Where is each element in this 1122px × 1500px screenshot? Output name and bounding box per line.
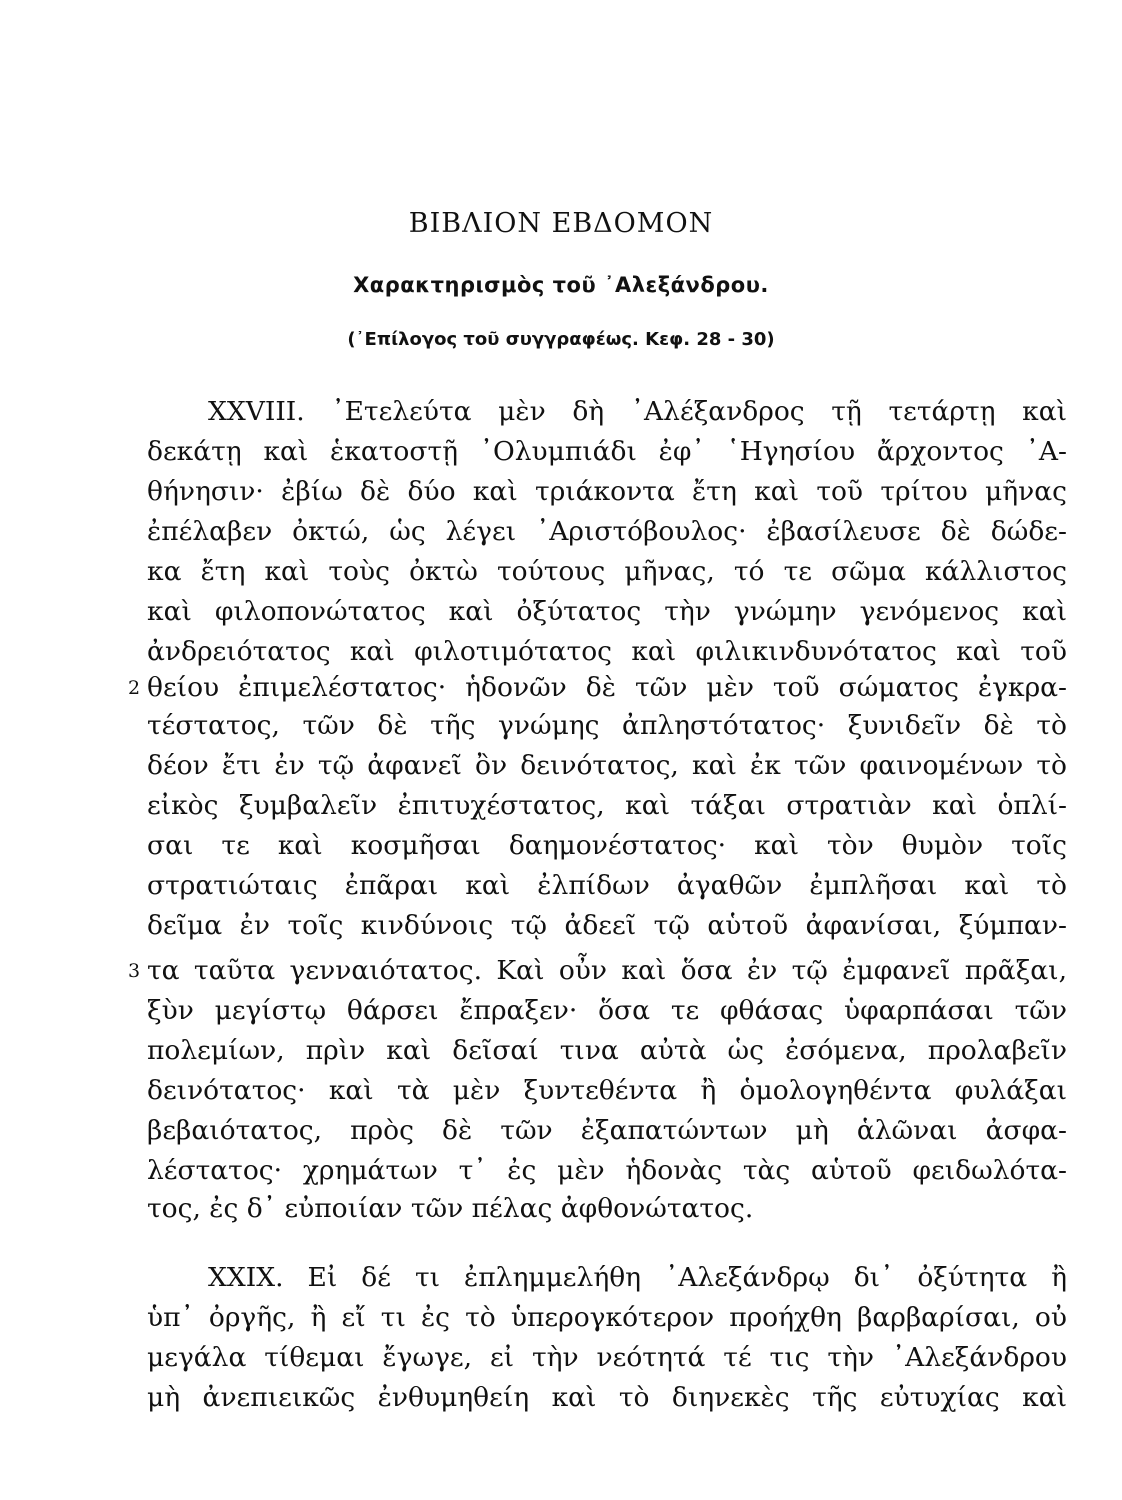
text-line: τος, ἐς δ᾿ εὐποιίαν τῶν πέλας ἀφθονώτατος. [147,1193,754,1224]
text-line: XXVIII. ᾿Ετελεύτα μὲν δὴ ᾿Αλέξανδρος τῇ τετάρτῃ καὶ [208,396,1067,427]
text-line: καὶ φιλοπονώτατος καὶ ὀξύτατος τὴν γνώμην γενόμενος καὶ [147,596,1067,627]
text-line: μὴ ἀνεπιεικῶς ἐνθυμηθείη καὶ τὸ διηνεκὲς τῆς εὐτυχίας καὶ [147,1382,1067,1413]
text-line: ὑπ᾿ ὀργῆς, ἢ εἴ τι ἐς τὸ ὑπερογκότερον προήχθη βαρβαρίσαι, οὐ [147,1302,1067,1333]
text-line: τα ταῦτα γενναιότατος. Καὶ οὖν καὶ ὅσα ἐν τῷ ἐμφανεῖ πρᾶξαι, [147,955,1067,986]
text-line: μεγάλα τίθεμαι ἔγωγε, εἰ τὴν νεότητά τέ τις τὴν ᾿Αλεξάνδρου [147,1342,1067,1373]
text-line: βεβαιότατος, πρὸς δὲ τῶν ἐξαπατώντων μὴ ἁλῶναι ἀσφα- [147,1115,1067,1146]
chapter-subtitle: (᾿Επίλογος τοῦ συγγραφέως. Κεφ. 28 - 30) [347,329,775,350]
text-line: κα ἔτη καὶ τοὺς ὀκτὼ τούτους μῆνας, τό τε σῶμα κάλλιστος [147,556,1067,587]
text-line: δεινότατος· καὶ τὰ μὲν ξυντεθέντα ἢ ὁμολογηθέντα φυλάξαι [147,1075,1067,1106]
text-line: δεῖμα ἐν τοῖς κινδύνοις τῷ ἀδεεῖ τῷ αὑτοῦ ἀφανίσαι, ξύμπαν- [147,910,1067,941]
section-number-3: 3 [128,960,141,982]
text-line: στρατιώταις ἐπᾶραι καὶ ἐλπίδων ἀγαθῶν ἐμπλῆσαι καὶ τὸ [147,870,1067,901]
text-line: XXIX. Εἰ δέ τι ἐπλημμελήθη ᾿Αλεξάνδρῳ δι᾿ ὀξύτητα ἢ [208,1262,1067,1293]
text-line: δέον ἔτι ἐν τῷ ἀφανεῖ ὂν δεινότατος, καὶ ἐκ τῶν φαινομένων τὸ [147,750,1067,781]
text-line: λέστατος· χρημάτων τ᾿ ἐς μὲν ἡδονὰς τὰς αὑτοῦ φειδωλότα- [147,1155,1067,1186]
text-line: δεκάτῃ καὶ ἑκατοστῇ ᾿Ολυμπιάδι ἐφ᾿ ῾Ηγησίου ἄρχοντος ᾿Α- [147,436,1067,467]
section-number-2: 2 [128,677,141,699]
text-line: θήνησιν· ἐβίω δὲ δύο καὶ τριάκοντα ἔτη καὶ τοῦ τρίτου μῆνας [147,476,1067,507]
text-line: ἀνδρειότατος καὶ φιλοτιμότατος καὶ φιλικινδυνότατος καὶ τοῦ [147,636,1067,667]
chapter-title: Χαρακτηρισμὸς τοῦ ᾿Αλεξάνδρου. [353,273,769,297]
text-line: θείου ἐπιμελέστατος· ἡδονῶν δὲ τῶν μὲν τοῦ σώματος ἐγκρα- [147,672,1067,703]
text-line: πολεμίων, πρὶν καὶ δεῖσαί τινα αὐτὰ ὡς ἐσόμενα, προλαβεῖν [147,1035,1067,1066]
text-line: εἰκὸς ξυμβαλεῖν ἐπιτυχέστατος, καὶ τάξαι στρατιὰν καὶ ὁπλί- [147,790,1067,821]
book-title: ΒΙΒΛΙΟΝ ΕΒΔΟΜΟΝ [408,208,714,239]
text-line: σαι τε καὶ κοσμῆσαι δαημονέστατος· καὶ τὸν θυμὸν τοῖς [147,830,1067,861]
text-line: ἐπέλαβεν ὀκτώ, ὡς λέγει ᾿Αριστόβουλος· ἐβασίλευσε δὲ δώδε- [147,516,1067,547]
text-line: τέστατος, τῶν δὲ τῆς γνώμης ἀπληστότατος· ξυνιδεῖν δὲ τὸ [147,710,1067,741]
text-line: ξὺν μεγίστῳ θάρσει ἔπραξεν· ὅσα τε φθάσας ὑφαρπάσαι τῶν [147,995,1067,1026]
